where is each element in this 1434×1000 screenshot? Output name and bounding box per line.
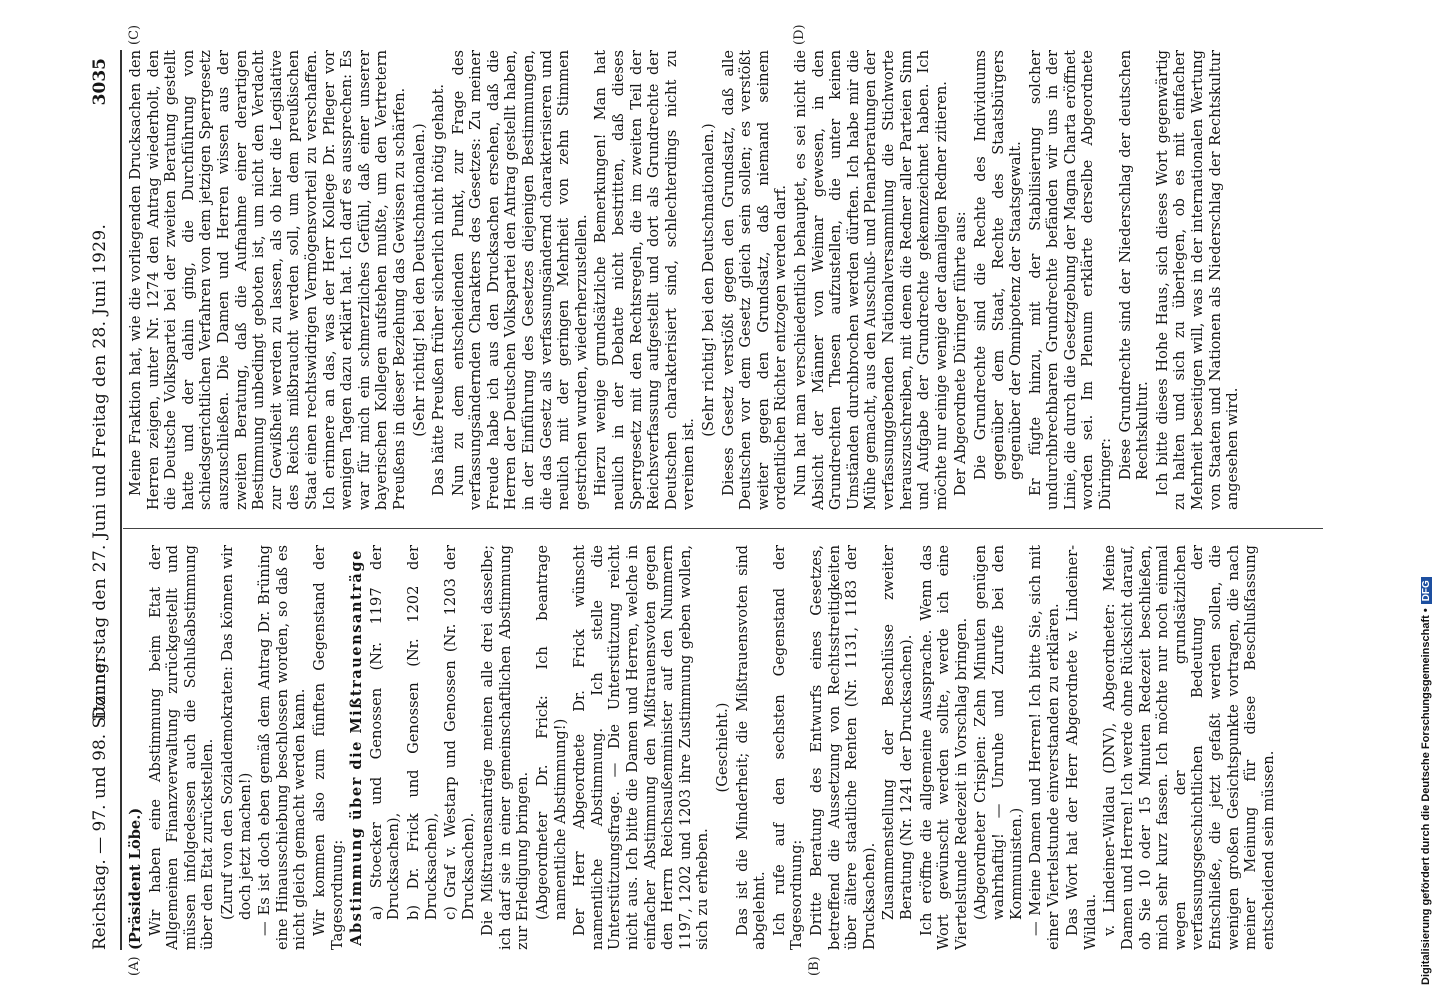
speech-opening: v. Lindeiner-Wildau (DNV), Abgeordneter: Meine Damen und Herren! Ich werde ohne Rücksicht darauf, ob Sie 10 oder 15 Minuten Redezeit beschließen, mich sehr kurz fassen. Ich möchte nur noch einmal wegen der grundsätzlichen verfassungsgeschichtlichen Bedeutung der Entschließe, die jetzt gefaßt werden sollen, die wenigen großen Gesichtspunkte vortragen, die nach meiner Meinung für diese Beschlußfassung entscheidend sein müssen. xyxy=(1101,545,1277,950)
digitization-credit xyxy=(1420,25,1432,985)
rotated-page xyxy=(87,24,1367,976)
paragraph: Nun zu dem entscheidenden Punkt, zur Frage des verfassungsändernden Charakters des Gesetzes: Zu meiner Freude habe ich aus den Drucksachen ersehen, daß die Herren der Deutschen Volkspartei den Antrag gestellt haben, in der Einführung des Gesetzes diejenigen Bestimmungen, die das Gesetz als verfassungsändernd charakterisieren und neulich mit der geringen Mehrheit von zehn Stimmen gestrichen wurden, wiederherzustellen. xyxy=(449,50,590,510)
left-column xyxy=(127,545,1337,950)
paragraph: Die Mißtrauensanträge meinen alle drei dasselbe; ich darf sie in einer gemeinschaftlichen Abstimmung zur Erledigung bringen. xyxy=(479,545,532,950)
agenda-subitem: Zusammenstellung der Beschlüsse zweiter Beratung (Nr. 1241 der Drucksachen). xyxy=(880,545,915,920)
paragraph: Nun hat man verschiedentlich behauptet, es sei nicht die Absicht der Männer von Weimar gewesen, in den Grundrechten Thesen aufzustellen, die unter keinen Umständen durchbrochen werden dürften. Ich habe mir die Mühe gemacht, aus den Ausschuß- und Plenarberatungen der verfassunggebenden Nationalversammlung die Stichworte herauszuschreiben, mit denen die Redner aller Parteien Sinn und Aufgabe der Grundrechte gekennzeichnet haben. Ich möchte nur einige wenige der damaligen Redner zitieren. xyxy=(791,50,950,510)
header-session: Reichstag. — 97. und 98. Sitzung. xyxy=(90,657,110,950)
agenda-item-b: b) Dr. Frick und Genossen (Nr. 1202 der Drucksachen), xyxy=(404,545,440,920)
agenda-item-c: c) Graf v. Westarp und Genossen (Nr. 1203 der Drucksachen). xyxy=(442,545,477,920)
paragraph: Das hätte Preußen früher sicherlich nicht nötig gehabt. xyxy=(430,84,448,496)
interjection: (Abgeordneter Dr. Frick: Ich beantrage namentliche Abstimmung!) xyxy=(534,545,569,920)
paragraph: Dieses Gesetz verstößt gegen den Grundsatz, daß alle Deutschen vor dem Gesetz gleich sein sollen; es verstößt weiter gegen den Grundsatz, daß niemand seinem ordentlichen Richter entzogen werden darf. xyxy=(719,50,790,510)
interjection: (Abgeordneter Crispien: Zehn Minuten genügen wahrhaftig! — Unruhe und Zurufe bei den Kommunisten.) xyxy=(972,545,1025,920)
speaker-label: (Präsident Löbe.) xyxy=(127,807,144,950)
interjection: (Sehr richtig! bei den Deutschnationalen.) xyxy=(700,123,717,437)
paragraph: Der Abgeordnete Düringer führte aus: xyxy=(952,211,970,496)
paragraph: — Meine Damen und Herren! Ich bitte Sie, sich mit einer Viertelstunde einverstanden zu erklären. xyxy=(1027,545,1062,950)
page-number: 3035 xyxy=(90,58,110,106)
paragraph: Der Herr Abgeordnete Dr. Frick wünscht namentliche Abstimmung. Ich stelle die Unterstützungsfrage. — Die Unterstützung reicht nicht aus. Ich bitte die Damen und Herren, welche in einfacher Abstimmung den Mißtrauensvoten gegen den Herrn Reichsaußenminister auf den Nummern 1197, 1202 und 1203 ihre Zustimmung geben wollen, sich zu erheben. xyxy=(571,545,712,950)
paragraph: Das Wort hat der Herr Abgeordnete v. Lindeiner-Wildau. xyxy=(1064,545,1099,950)
header-date: Donnerstag den 27. Juni und Freitag den 28. Juni 1929. xyxy=(90,223,110,720)
paragraph: Wir haben eine Abstimmung beim Etat der Allgemeinen Finanzverwaltung zurückgestellt und müssen infolgedessen auch die Schlußabstimmung über den Etat zurückstellen. xyxy=(146,545,217,950)
agenda-item-a: a) Stoecker und Genossen (Nr. 1197 der Drucksachen), xyxy=(367,545,403,920)
quotation: Die Grundrechte sind die Rechte des Individuums gegenüber dem Staat, Rechte des Staatsbürgers gegenüber der Omnipotenz der Staatsgewalt. xyxy=(971,50,1025,480)
page-header xyxy=(87,50,119,950)
margin-marker-d: (D) xyxy=(792,24,807,45)
paragraph: Ich bitte dieses Hohe Haus, sich dieses Wort gegenwärtig zu halten und sich zu überlegen, ob es mit einfacher Mehrheit beseitigen will, was in der internationalen Wertung von Staaten und Nationen als Niederschlag der Rechtskultur angesehen wird. xyxy=(1153,50,1242,510)
margin-marker-b: (B) xyxy=(807,956,822,976)
column-divider xyxy=(123,528,1323,529)
paragraph: Ich rufe auf den sechsten Gegenstand der Tagesordnung: xyxy=(770,545,806,950)
credit-text: Digitalisierung gefördert durch die Deutsche Forschungsgemeinschaft • xyxy=(1420,608,1432,985)
agenda-item: Dritte Beratung des Entwurfs eines Gesetzes, betreffend die Aussetzung von Rechtsstreitigkeiten über ältere staatliche Renten (Nr. 1131, 1183 der Drucksachen). xyxy=(807,545,878,950)
paragraph: Er fügte hinzu, mit der Stabilisierung solcher undurchbrechbaren Grundrechte befänden wir uns in der Linie, die durch die Gesetzgebung der Magna Charta eröffnet worden sei. Im Plenum erklärte derselbe Abgeordnete Düringer: xyxy=(1026,50,1115,510)
agenda-heading: Abstimmung über die Mißtrauensanträge xyxy=(348,549,366,946)
interjection: (Zuruf von den Sozialdemokraten: Das können wir doch jetzt machen!) xyxy=(218,545,254,920)
margin-marker-c: (C) xyxy=(127,24,142,45)
right-column xyxy=(127,50,1337,510)
header-rule xyxy=(120,50,122,950)
paragraph: Das ist die Minderheit; die Mißtrauensvoten sind abgelehnt. xyxy=(733,545,769,950)
paragraph: — Es ist doch eben gemäß dem Antrag Dr. Brüning eine Hinausschiebung beschlossen worden, so daß es nicht gleich gemacht werden kann. xyxy=(256,545,309,950)
interjection: (Sehr richtig! bei den Deutschnationalen.) xyxy=(410,123,428,437)
interjection: (Geschieht.) xyxy=(714,702,731,793)
paragraph: Hierzu wenige grundsätzliche Bemerkungen! Man hat neulich in der Debatte nicht bestritten, daß dieses Sperrgesetz mit den Rechtsregeln, die im zweiten Teil der Reichsverfassung aufgestellt und dort als Grundrechte der Deutschen charakterisiert sind, schlechterdings nicht zu vereinen ist. xyxy=(592,50,698,510)
paragraph: Wir kommen also zum fünften Gegenstand der Tagesordnung: xyxy=(310,545,346,950)
margin-marker-a: (A) xyxy=(127,956,142,976)
dfg-logo: DFG xyxy=(1421,577,1432,604)
paragraph: Ich eröffne die allgemeine Aussprache. Wenn das Wort gewünscht werden sollte, werde ich eine Viertelstunde Redezeit in Vorschlag bringen. xyxy=(917,545,970,950)
quotation: Diese Grundrechte sind der Niederschlag der deutschen Rechtskultur. xyxy=(1116,50,1152,480)
paragraph: Meine Fraktion hat, wie die vorliegenden Drucksachen den Herren zeigen, unter Nr. 1274 den Antrag wiederholt, den die Deutsche Volkspartei bei der zweiten Beratung gestellt hatte und der dahin ging, die Durchführung von schiedsgerichtlichen Verfahren von dem jetzigen Sperrgesetz auszuschließen. Die Damen und Herren wissen aus der zweiten Beratung, daß die Aufnahme einer derartigen Bestimmung unbedingt geboten ist, um nicht den Verdacht zur Gewißheit werden zu lassen, als ob hier die Legislative des Reichs mißbraucht werden soll, um dem preußischen Staat einen rechtswidrigen Vermögensvorteil zu verschaffen. Ich erinnere an das, was der Herr Kollege Dr. Pfleger vor wenigen Tagen dazu erklärt hat. Ich darf es aussprechen: Es war für mich ein schmerzliches Gefühl, daß einer unserer bayerischen Kollegen aufstehen mußte, um den Vertretern Preußens in dieser Beziehung das Gewissen zu schärfen. xyxy=(127,50,408,510)
